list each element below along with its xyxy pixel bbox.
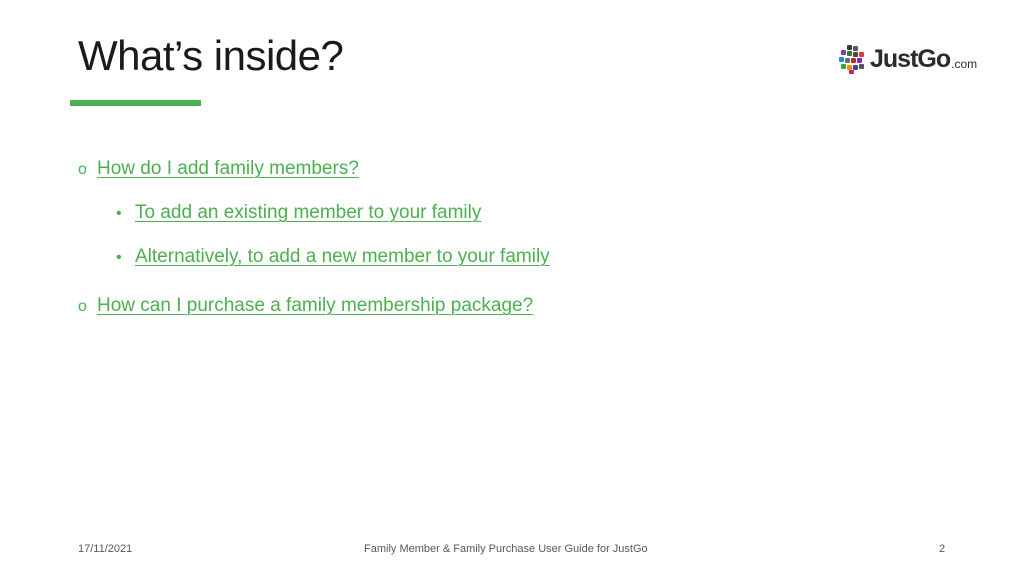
circle-bullet-icon: o [78, 298, 87, 315]
footer-date: 17/11/2021 [78, 543, 133, 555]
slide-number: 2 [939, 543, 946, 555]
toc-link-purchase-family-package[interactable]: How can I purchase a family membership package? [97, 295, 534, 316]
circle-bullet-icon: o [78, 161, 87, 178]
toc-item [78, 158, 359, 180]
justgo-logo [838, 42, 977, 74]
title-accent-bar [70, 100, 201, 106]
footer-title: Family Member & Family Purchase User Guide for JustGo [364, 543, 648, 555]
logo-wordmark: JustGo [870, 45, 951, 73]
dot-bullet-icon: • [116, 205, 122, 222]
slide-title: What’s inside? [78, 32, 344, 79]
toc-link-add-new-member[interactable]: Alternatively, to add a new member to your family [135, 246, 550, 267]
toc-subitem [116, 246, 550, 268]
toc-link-add-family-members[interactable]: How do I add family members? [97, 158, 359, 179]
dot-bullet-icon: • [116, 249, 122, 266]
toc-item [78, 295, 533, 317]
justgo-grid-globe-icon [838, 44, 866, 74]
toc-subitem [116, 202, 481, 224]
toc-link-add-existing-member[interactable]: To add an existing member to your family [135, 202, 482, 223]
logo-suffix: .com [951, 57, 978, 71]
